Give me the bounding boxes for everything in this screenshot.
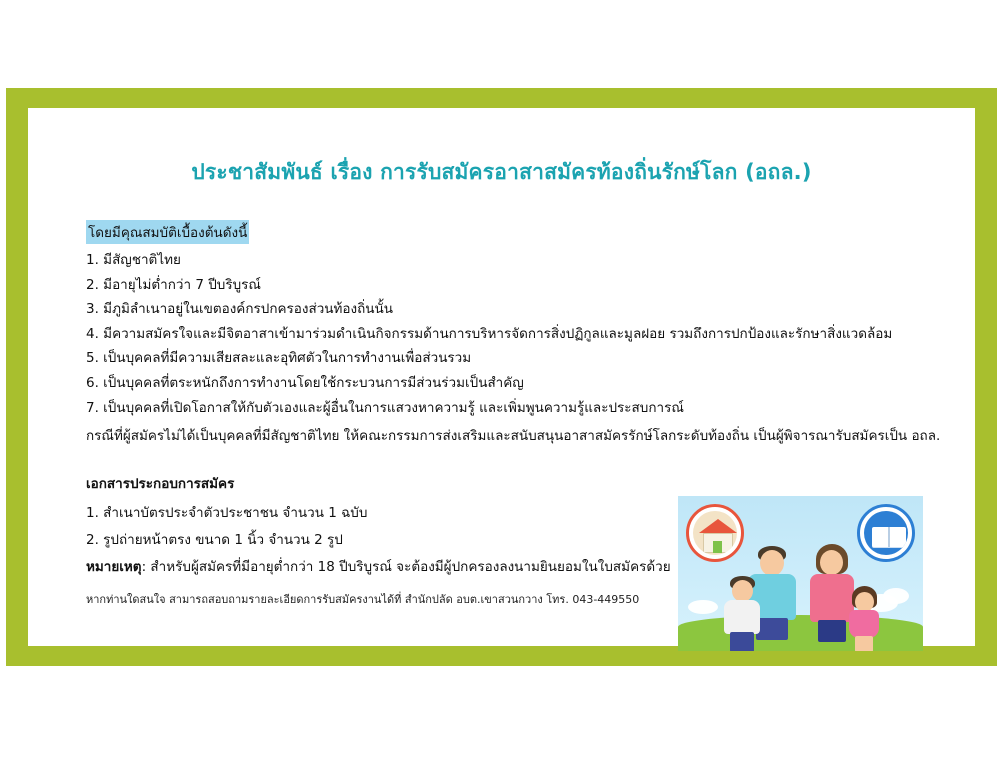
head-shape xyxy=(855,592,874,612)
list-item: 1. มีสัญชาติไทย xyxy=(86,252,181,268)
girl-figure xyxy=(843,552,889,651)
list-item: 6. เป็นบุคคลที่ตระหนักถึงการทำงานโดยใช้กระบวนการมีส่วนร่วมเป็นสำคัญ xyxy=(86,374,524,391)
list-item: 1. สำเนาบัตรประจำตัวประชาชน จำนวน 1 ฉบับ xyxy=(86,505,368,521)
book-spine-shape xyxy=(888,527,890,547)
head-shape xyxy=(820,550,843,575)
poster-green-frame xyxy=(6,88,997,666)
contact-info: หากท่านใดสนใจ สามารถสอบถามรายละเอียดการรับสมัครงานได้ที่ สำนักปลัด อบต.เขาสวนกวาง โทร. 043-449550 xyxy=(86,593,640,606)
list-item: 2. มีอายุไม่ต่ำกว่า 7 ปีบริบูรณ์ xyxy=(86,276,261,293)
legs-shape xyxy=(855,636,873,651)
remark-text: : สำหรับผู้สมัครที่มีอายุต่ำกว่า 18 ปีบริบูรณ์ จะต้องมีผู้ปกครองลงนามยินยอมในใบสมัครด้วย xyxy=(141,559,671,575)
house-door-shape xyxy=(713,541,722,553)
list-item: 7. เป็นบุคคลที่เปิดโอกาสให้กับตัวเองและผู้อื่นในการแสวงหาความรู้ และเพิ่มพูนความรู้และประสบการณ์ xyxy=(86,399,684,416)
remark-line xyxy=(86,554,686,581)
qualification-note: กรณีที่ผู้สมัครไม่ได้เป็นบุคคลที่มีสัญชาติไทย ให้คณะกรรมการส่งเสริมและสนับสนุนอาสาสมัครรักษ์โลกระดับท้องถิ่น เป็นผู้พิจารณารับสมัครเป็น อถล. xyxy=(86,428,941,444)
list-item: 5. เป็นบุคคลที่มีความเสียสละและอุทิศตัวในการทำงานเพื่อส่วนรวม xyxy=(86,350,472,367)
legs-shape xyxy=(818,620,846,642)
boy-figure xyxy=(718,554,768,651)
list-item: 3. มีภูมิลำเนาอยู่ในเขตองค์กรปกครองส่วนท้องถิ่นนั้น xyxy=(86,301,393,318)
list-item: 2. รูปถ่ายหน้าตรง ขนาด 1 นิ้ว จำนวน 2 รูป xyxy=(86,532,343,548)
house-roof-shape xyxy=(699,519,737,533)
badge-inner xyxy=(864,511,908,555)
cloud-shape xyxy=(688,600,718,614)
remark-label: หมายเหตุ xyxy=(86,559,142,575)
qualifications-heading: โดยมีคุณสมบัติเบื้องต้นดังนี้ xyxy=(86,220,249,244)
body-shape xyxy=(724,600,760,634)
badge-inner xyxy=(693,511,737,555)
family-illustration xyxy=(678,496,923,651)
legs-shape xyxy=(730,632,754,651)
body-shape xyxy=(849,610,879,638)
qualifications-list xyxy=(86,248,916,420)
list-item: 4. มีความสมัครใจและมีจิตอาสาเข้ามาร่วมดำเนินกิจกรรมด้านการบริหารจัดการสิ่งปฏิกูลและมูลฝอย รวมถึงการปกป้องและรักษาสิ่งแวดล้อม xyxy=(86,325,893,342)
head-shape xyxy=(732,580,753,602)
documents-list xyxy=(86,500,686,581)
documents-heading: เอกสารประกอบการสมัคร xyxy=(86,476,235,492)
page-title: ประชาสัมพันธ์ เรื่อง การรับสมัครอาสาสมัครท้องถิ่นรักษ์โลก (อถล.) xyxy=(191,160,812,184)
poster-white-area xyxy=(28,108,975,646)
